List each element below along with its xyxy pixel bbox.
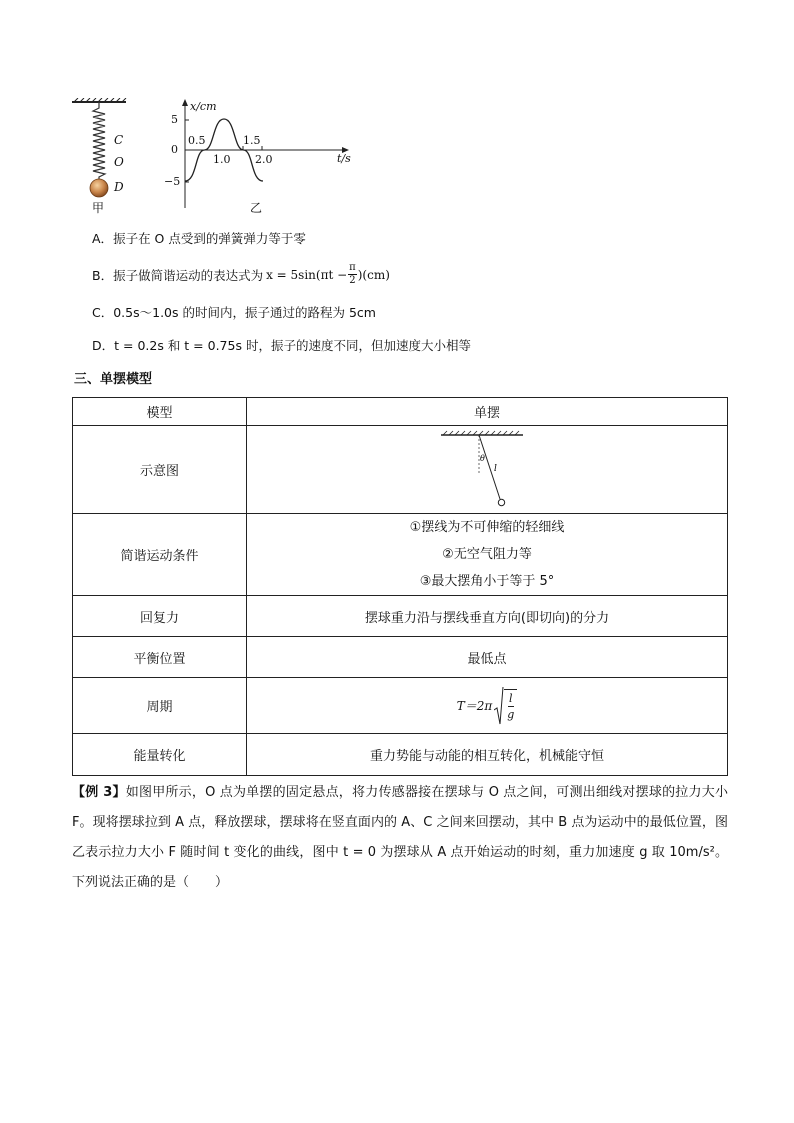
row-period-label: 周期 (73, 678, 247, 734)
spring-ball (90, 179, 108, 197)
example-3 (72, 778, 728, 898)
condition-1: ①摆线为不可伸缩的轻细线 (409, 520, 565, 535)
example-text: 如图甲所示，O 点为单摆的固定悬点，将力传感器接在摆球与 O 点之间，可测出细线对摆球的拉力大小 F。现将摆球拉到 A 点，释放摆球，摆球将在竖直面内的 A、C 之间来回摆动，其中 B 点为运动中的最低位置，图乙表示拉力大小 F 随时间 t 变化的曲线，图中 t = 0 为摆球从 A 点开始运动的时刻，重力加速度 g 取 10m/s²。下列说法正确的是（ ） (72, 785, 728, 890)
table-row (73, 426, 728, 514)
pendulum-table (72, 397, 728, 776)
table-row (73, 678, 728, 734)
option-b-frac-num: π (349, 262, 356, 273)
pendulum-bob (498, 499, 504, 505)
table-header-pendulum: 单摆 (247, 398, 728, 426)
option-c-text: 0.5s～1.0s 的时间内，振子通过的路程为 5cm (113, 305, 376, 320)
caption-yi: 乙 (250, 201, 263, 215)
table-header-model: 模型 (73, 398, 247, 426)
label-d: D (114, 180, 124, 194)
pendulum-angle-label: θ (480, 453, 485, 463)
row-energy-label: 能量转化 (73, 734, 247, 776)
pendulum-diagram-cell (247, 426, 728, 514)
x-axis-label: t/s (337, 152, 351, 165)
y-tick-0: 0 (171, 143, 178, 156)
caption-jia: 甲 (92, 201, 105, 215)
y-tick-neg5: −5 (164, 175, 181, 188)
example-tag: 【例 3】 (72, 785, 126, 800)
y-axis-label: x/cm (190, 100, 217, 113)
sqrt-sign (494, 686, 504, 726)
option-a (92, 229, 306, 247)
section-title: 三、单摆模型 (74, 372, 153, 387)
option-b-formula-left: x = 5sin(πt − (266, 267, 348, 282)
table-row (73, 637, 728, 678)
condition-3: ③最大摆角小于等于 5° (419, 574, 555, 589)
row-balance-label: 平衡位置 (73, 637, 247, 678)
option-d (92, 336, 471, 354)
row-restore-label: 回复力 (73, 596, 247, 637)
period-formula (457, 686, 518, 726)
table-row (73, 734, 728, 776)
option-a-text: 振子在 O 点受到的弹簧弹力等于零 (113, 231, 306, 246)
pendulum-length-label: l (494, 463, 497, 474)
x-tick-2-0: 2.0 (255, 153, 273, 166)
row-balance-value: 最低点 (247, 637, 728, 678)
option-c-letter: C． (92, 305, 114, 320)
option-d-text: t = 0.2s 和 t = 0.75s 时，振子的速度不同，但加速度大小相等 (114, 338, 471, 353)
row-energy-value: 重力势能与动能的相互转化，机械能守恒 (247, 734, 728, 776)
pendulum-diagram (437, 429, 537, 511)
y-tick-5: 5 (171, 113, 178, 126)
option-b-formula-right: )(cm) (357, 267, 390, 282)
x-tick-1-0: 1.0 (213, 153, 231, 166)
label-c: C (114, 133, 124, 147)
period-frac-den: g (507, 707, 515, 721)
x-tick-1-5: 1.5 (243, 134, 261, 147)
row-conditions-label: 简谐运动条件 (73, 514, 247, 596)
table-row (73, 514, 728, 596)
period-fraction (504, 689, 517, 722)
table-row (73, 596, 728, 637)
label-o: O (114, 155, 124, 169)
period-formula-cell (247, 678, 728, 734)
conditions-cell (247, 514, 728, 596)
option-b-letter: B． (92, 267, 114, 283)
option-d-letter: D． (92, 338, 115, 353)
option-b-fraction (348, 262, 357, 287)
option-a-letter: A． (92, 231, 114, 246)
x-tick-0-5: 0.5 (188, 134, 206, 147)
condition-2: ②无空气阻力等 (442, 547, 532, 562)
option-b-frac-den: 2 (349, 275, 356, 286)
period-lhs: T＝2π (456, 699, 493, 713)
row-diagram-label: 示意图 (73, 426, 247, 514)
option-c (92, 303, 376, 321)
row-restore-value: 摆球重力沿与摆线垂直方向(即切向)的分力 (247, 596, 728, 637)
option-b (92, 262, 390, 287)
table-row (73, 398, 728, 426)
option-b-text: 振子做简谐运动的表达式为 (113, 267, 264, 283)
period-frac-num: l (508, 691, 513, 705)
